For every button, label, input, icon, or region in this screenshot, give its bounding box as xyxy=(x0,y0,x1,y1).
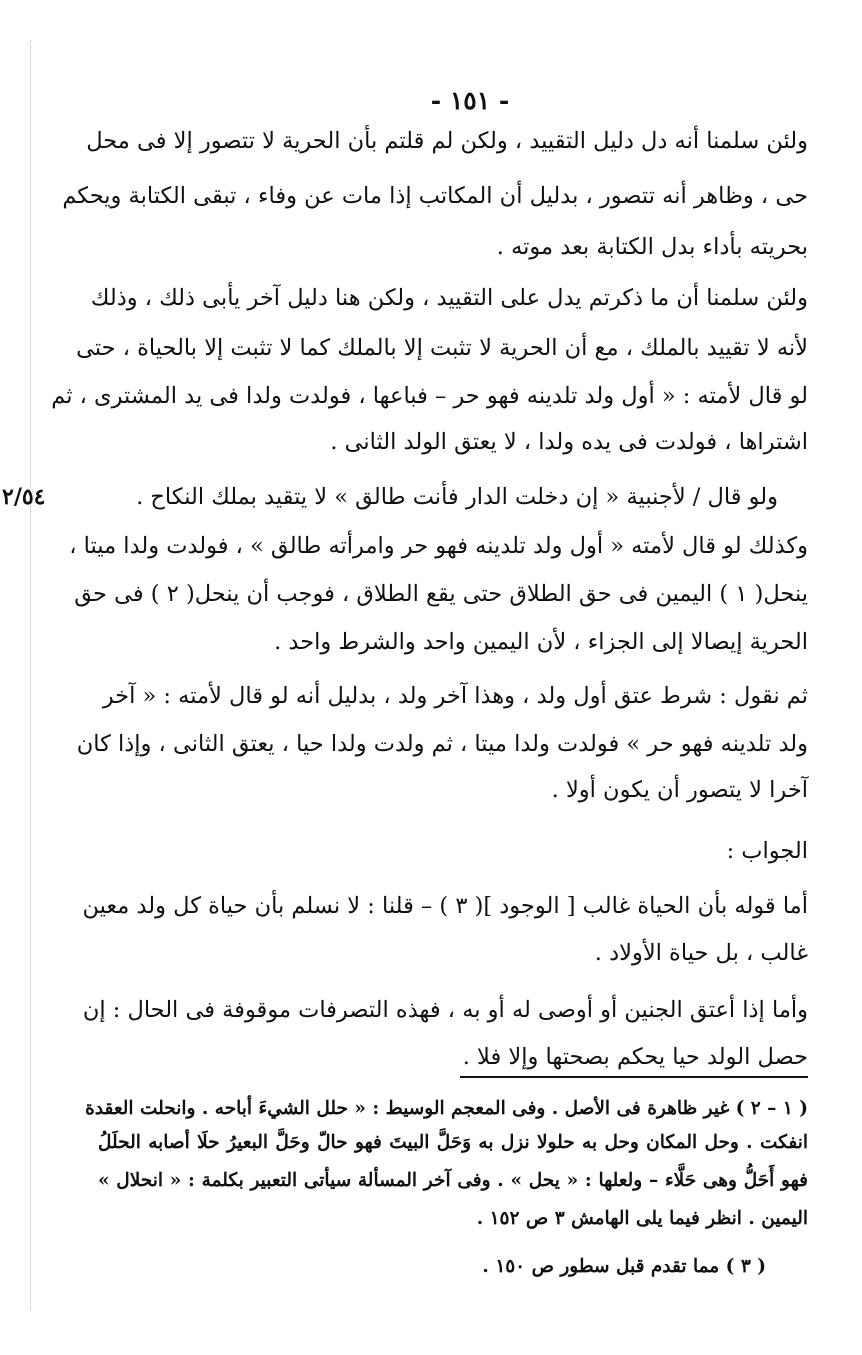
footnote-line: ( ٣ ) مما تقدم قبل سطور ص ١٥٠ . xyxy=(482,1256,766,1277)
text-line: ولو قال / لأجنبية « إن دخلت الدار فأنت طالق » لا يتقيد بملك النكاح . xyxy=(136,484,778,510)
text-line: وكذلك لو قال لأمته « أول ولد تلدينه فهو حر وامرأته طالق » ، فولدت ولدا ميتا ، xyxy=(69,533,808,559)
page-number: - ١٥١ - xyxy=(430,86,510,115)
answer-heading: الجواب : xyxy=(726,838,808,864)
text-line: الحرية إيصالا إلى الجزاء ، لأن اليمين واحد والشرط واحد . xyxy=(274,629,808,655)
text-line: ينحل( ١ ) اليمين فى حق الطلاق حتى يقع الطلاق ، فوجب أن ينحل( ٢ ) فى حق xyxy=(74,581,808,607)
page-gutter-line xyxy=(30,40,31,1310)
manuscript-folio-reference: ٢/٥٤ xyxy=(2,484,46,510)
text-line: وأما إذا أعتق الجنين أو أوصى له أو به ، فهذه التصرفات موقوفة فى الحال : إن xyxy=(82,997,808,1023)
footnote-line: فهو أَحَلُّ وهى حَلَّاء – ولعلها : « يحل » . وفى آخر المسألة سيأتى التعبير بكلمة : « انحلال » xyxy=(98,1170,808,1191)
text-line: ولد تلدينه فهو حر » فولدت ولدا ميتا ، ثم ولدت ولدا حيا ، يعتق الثانى ، وإذا كان xyxy=(76,731,808,757)
text-line: اشتراها ، فولدت فى يده ولدا ، لا يعتق الولد الثانى . xyxy=(330,429,808,455)
text-line: ولئن سلمنا أنه دل دليل التقييد ، ولكن لم قلتم بأن الحرية لا تتصور إلا فى محل xyxy=(86,128,808,154)
text-line: أما قوله بأن الحياة غالب [ الوجود ]( ٣ ) – قلنا : لا نسلم بأن حياة كل ولد معين xyxy=(82,893,808,919)
footnote-line: انفكت . وحل المكان وحل به حلولا نزل به وَحَلَّ البيتَ فهو حالّ وحَلَّ البعيرُ حلَا أصابه الحلَلُ xyxy=(98,1132,808,1153)
text-line: آخرا لا يتصور أن يكون أولا . xyxy=(551,777,808,803)
text-line: حصل الولد حيا يحكم بصحتها وإلا فلا . xyxy=(462,1044,808,1070)
text-line: غالب ، بل حياة الأولاد . xyxy=(594,940,808,966)
text-line: حى ، وظاهر أنه تتصور ، بدليل أن المكاتب إذا مات عن وفاء ، تبقى الكتابة ويحكم xyxy=(62,183,808,209)
text-line: لو قال لأمته : « أول ولد تلدينه فهو حر – فباعها ، فولدت ولدا فى يد المشترى ، ثم xyxy=(51,383,808,409)
text-line: لأنه لا تقييد بالملك ، مع أن الحرية لا تثبت إلا بالملك كما لا تثبت إلا بالحياة ، حتى xyxy=(76,335,808,361)
footnote-separator xyxy=(460,1076,808,1078)
text-line: ولئن سلمنا أن ما ذكرتم يدل على التقييد ، ولكن هنا دليل آخر يأبى ذلك ، وذلك xyxy=(90,285,808,311)
footnote-line: ( ١ – ٢ ) غير ظاهرة فى الأصل . وفى المعجم الوسيط : « حلل الشيءَ أباحه . وانحلت العقدة xyxy=(85,1098,808,1119)
text-line: ثم نقول : شرط عتق أول ولد ، وهذا آخر ولد ، بدليل أنه لو قال لأمته : « آخر xyxy=(102,683,808,709)
footnote-line: اليمين . انظر فيما يلى الهامش ٣ ص ١٥٢ . xyxy=(476,1208,808,1229)
text-line: بحريته بأداء بدل الكتابة بعد موته . xyxy=(496,234,808,260)
